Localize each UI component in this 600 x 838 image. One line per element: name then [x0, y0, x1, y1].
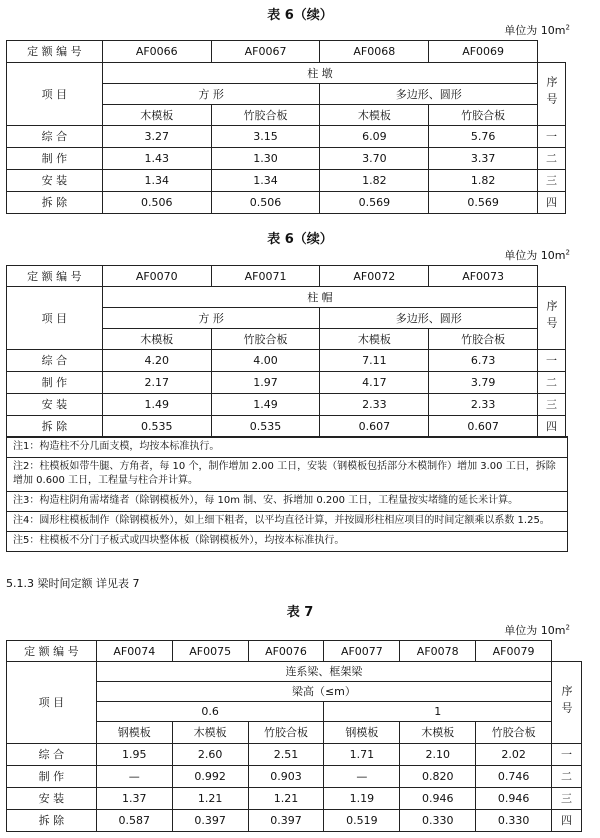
- value-cell: 0.519: [324, 810, 400, 832]
- note-3: 注3：构造柱阴角需堵缝者（除钢模板外），每 10m 制、安、拆增加 0.200 工日，工程量按实堵缝的延长米计算。: [7, 491, 567, 511]
- note-1: 注1：构造柱不分几面支模，均按本标准执行。: [13, 441, 220, 452]
- value-cell: 0.607: [320, 416, 429, 438]
- code-cell: AF0069: [429, 41, 538, 63]
- height-cell: 0.6: [96, 702, 324, 722]
- code-cell: AF0076: [248, 641, 324, 662]
- row-label: 综 合: [7, 126, 103, 148]
- unit-text: 单位为 10m: [504, 624, 566, 637]
- material-cell: 木模板: [172, 722, 248, 744]
- code-cell: AF0075: [172, 641, 248, 662]
- code-cell: AF0073: [429, 266, 538, 287]
- row-label: 拆 除: [7, 416, 103, 438]
- value-cell: 0.506: [102, 192, 211, 214]
- row-label: 安 装: [7, 788, 97, 810]
- subcategory-cell: 梁高（≤m）: [96, 682, 551, 702]
- value-cell: 0.569: [320, 192, 429, 214]
- value-cell: 0.535: [102, 416, 211, 438]
- note-4: 注4：圆形柱模板制作（除钢模板外），如上细下粗者，以平均直径计算，并按圆形柱相应项目的时间定额乘以系数 1.25。: [7, 511, 567, 531]
- material-cell: 竹胶合板: [248, 722, 324, 744]
- table-row: [7, 372, 566, 394]
- table-row: [7, 148, 566, 170]
- material-cell: 木模板: [102, 329, 211, 350]
- value-cell: 1.34: [211, 170, 320, 192]
- code-cell: AF0077: [324, 641, 400, 662]
- seq-cell: 二: [538, 148, 566, 170]
- note-5: 注5：柱模板不分门子板式或四块整体板（除钢模板外），均按本标准执行。: [7, 531, 567, 551]
- shape-cell: 多边形、圆形: [320, 84, 538, 105]
- row-label: 安 装: [7, 394, 103, 416]
- value-cell: 1.71: [324, 744, 400, 766]
- code-cell: AF0067: [211, 41, 320, 63]
- value-cell: 0.946: [476, 788, 552, 810]
- code-label: 定 额 编 号: [7, 641, 97, 662]
- seq-label: 序号: [552, 662, 582, 744]
- unit-sup: 2: [565, 248, 570, 257]
- table-row: [7, 350, 566, 372]
- section-heading: 5.1.3 梁时间定额 详见表 7: [6, 577, 140, 590]
- value-cell: 1.82: [429, 170, 538, 192]
- table-6b-title: 表 6（续）: [267, 232, 333, 247]
- material-cell: 竹胶合板: [429, 329, 538, 350]
- category-cell: 连系梁、框架梁: [96, 662, 551, 682]
- material-cell: 木模板: [400, 722, 476, 744]
- value-cell: 2.33: [429, 394, 538, 416]
- table-row: [7, 788, 582, 810]
- code-cell: AF0066: [102, 41, 211, 63]
- material-cell: 木模板: [320, 329, 429, 350]
- value-cell: 3.79: [429, 372, 538, 394]
- value-cell: 0.506: [211, 192, 320, 214]
- table-row: [7, 766, 582, 788]
- value-cell: 4.17: [320, 372, 429, 394]
- code-cell: AF0068: [320, 41, 429, 63]
- value-cell: 0.330: [400, 810, 476, 832]
- value-cell: 0.903: [248, 766, 324, 788]
- table-row: [7, 744, 582, 766]
- value-cell: 6.09: [320, 126, 429, 148]
- value-cell: 0.587: [96, 810, 172, 832]
- table-7-title: 表 7: [286, 605, 314, 620]
- seq-cell: 一: [538, 350, 566, 372]
- code-cell: AF0078: [400, 641, 476, 662]
- row-label: 综 合: [7, 744, 97, 766]
- value-cell: 0.397: [248, 810, 324, 832]
- value-cell: 0.992: [172, 766, 248, 788]
- value-cell: 1.49: [211, 394, 320, 416]
- item-label: 项 目: [7, 662, 97, 744]
- material-cell: 钢模板: [324, 722, 400, 744]
- value-cell: 0.397: [172, 810, 248, 832]
- seq-label: 序号: [538, 287, 566, 350]
- table-6b-unit: [504, 247, 570, 263]
- value-cell: 7.11: [320, 350, 429, 372]
- table-7: [6, 640, 582, 832]
- value-cell: 4.20: [102, 350, 211, 372]
- value-cell: 1.95: [96, 744, 172, 766]
- unit-sup: 2: [565, 23, 570, 32]
- table-row: [7, 126, 566, 148]
- code-cell: AF0071: [211, 266, 320, 287]
- material-cell: 竹胶合板: [211, 329, 320, 350]
- value-cell: —: [96, 766, 172, 788]
- row-label: 制 作: [7, 372, 103, 394]
- value-cell: 4.00: [211, 350, 320, 372]
- seq-cell: 三: [538, 394, 566, 416]
- seq-cell: 一: [552, 744, 582, 766]
- table-6a: [6, 40, 566, 214]
- table-6a-unit: [504, 22, 570, 38]
- seq-cell: 三: [552, 788, 582, 810]
- seq-cell: 四: [538, 192, 566, 214]
- seq-cell: 四: [552, 810, 582, 832]
- value-cell: 0.946: [400, 788, 476, 810]
- code-cell: AF0074: [96, 641, 172, 662]
- value-cell: 3.37: [429, 148, 538, 170]
- row-label: 综 合: [7, 350, 103, 372]
- shape-cell: 方 形: [102, 84, 320, 105]
- value-cell: 0.820: [400, 766, 476, 788]
- item-label: 项 目: [7, 287, 103, 350]
- category-cell: 柱 帽: [102, 287, 537, 308]
- value-cell: 2.02: [476, 744, 552, 766]
- seq-cell: 二: [538, 372, 566, 394]
- row-label: 制 作: [7, 766, 97, 788]
- value-cell: 2.60: [172, 744, 248, 766]
- value-cell: —: [324, 766, 400, 788]
- material-cell: 竹胶合板: [211, 105, 320, 126]
- value-cell: 0.746: [476, 766, 552, 788]
- value-cell: 1.97: [211, 372, 320, 394]
- code-cell: AF0072: [320, 266, 429, 287]
- seq-label: 序号: [538, 63, 566, 126]
- row-label: 拆 除: [7, 192, 103, 214]
- table-row: [7, 170, 566, 192]
- table-6b: [6, 265, 566, 438]
- material-cell: 木模板: [320, 105, 429, 126]
- value-cell: 2.10: [400, 744, 476, 766]
- value-cell: 2.17: [102, 372, 211, 394]
- material-cell: 木模板: [102, 105, 211, 126]
- code-label: 定 额 编 号: [7, 41, 103, 63]
- table-row: [7, 394, 566, 416]
- value-cell: 1.82: [320, 170, 429, 192]
- value-cell: 1.19: [324, 788, 400, 810]
- seq-cell: 三: [538, 170, 566, 192]
- notes-box: [6, 436, 568, 552]
- seq-cell: 二: [552, 766, 582, 788]
- category-cell: 柱 墩: [102, 63, 537, 84]
- shape-cell: 多边形、圆形: [320, 308, 538, 329]
- shape-cell: 方 形: [102, 308, 320, 329]
- value-cell: 3.70: [320, 148, 429, 170]
- seq-cell: 四: [538, 416, 566, 438]
- value-cell: 1.49: [102, 394, 211, 416]
- row-label: 安 装: [7, 170, 103, 192]
- value-cell: 1.21: [172, 788, 248, 810]
- value-cell: 1.30: [211, 148, 320, 170]
- code-cell: AF0070: [102, 266, 211, 287]
- row-label: 制 作: [7, 148, 103, 170]
- value-cell: 1.21: [248, 788, 324, 810]
- height-cell: 1: [324, 702, 552, 722]
- value-cell: 2.33: [320, 394, 429, 416]
- item-label: 项 目: [7, 63, 103, 126]
- row-label: 拆 除: [7, 810, 97, 832]
- material-cell: 竹胶合板: [429, 105, 538, 126]
- value-cell: 0.330: [476, 810, 552, 832]
- seq-cell: 一: [538, 126, 566, 148]
- value-cell: 1.43: [102, 148, 211, 170]
- table-row: [7, 810, 582, 832]
- value-cell: 6.73: [429, 350, 538, 372]
- value-cell: 0.607: [429, 416, 538, 438]
- code-cell: AF0079: [476, 641, 552, 662]
- material-cell: 竹胶合板: [476, 722, 552, 744]
- value-cell: 2.51: [248, 744, 324, 766]
- value-cell: 1.37: [96, 788, 172, 810]
- value-cell: 0.569: [429, 192, 538, 214]
- table-6a-title: 表 6（续）: [267, 8, 333, 23]
- unit-text: 单位为 10m: [504, 24, 566, 37]
- value-cell: 3.27: [102, 126, 211, 148]
- value-cell: 5.76: [429, 126, 538, 148]
- value-cell: 3.15: [211, 126, 320, 148]
- table-row: [7, 416, 566, 438]
- code-label: 定 额 编 号: [7, 266, 103, 287]
- unit-text: 单位为 10m: [504, 249, 566, 262]
- material-cell: 钢模板: [96, 722, 172, 744]
- table-row: [7, 192, 566, 214]
- value-cell: 1.34: [102, 170, 211, 192]
- note-2: 注2：柱模板如带牛腿、方角者，每 10 个，制作增加 2.00 工日，安装（钢模板包括部分木模制作）增加 3.00 工日，拆除增加 0.600 工日，工程量与柱合并计算。: [7, 457, 567, 491]
- unit-sup: 2: [565, 623, 570, 632]
- value-cell: 0.535: [211, 416, 320, 438]
- table-7-unit: [504, 622, 570, 638]
